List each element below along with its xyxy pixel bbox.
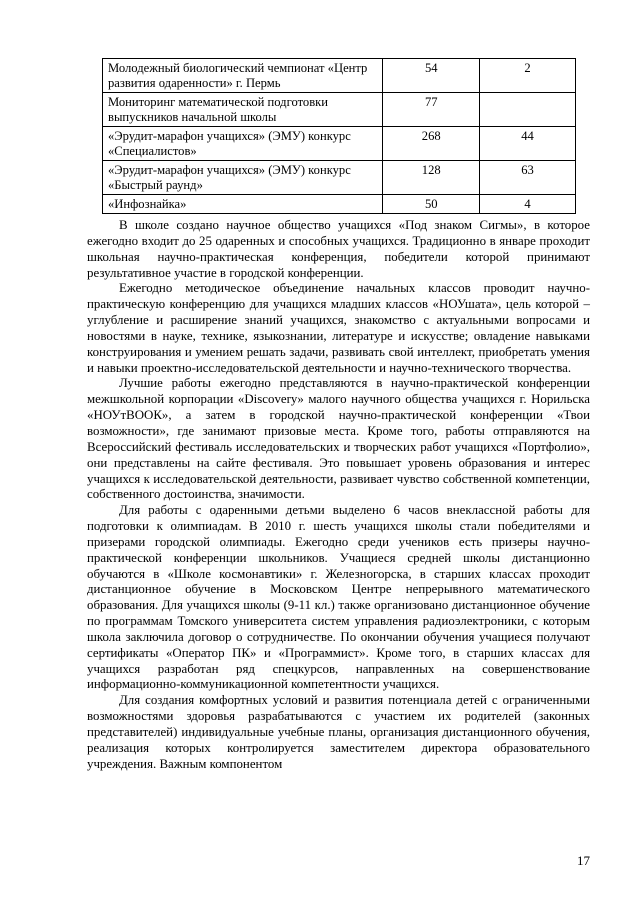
table-cell-name: Молодежный биологический чемпионат «Центр развития одаренности» г. Пермь xyxy=(103,59,383,93)
table-row xyxy=(103,59,576,93)
table-cell-name: «Инфознайка» xyxy=(103,195,383,214)
table-cell-value-2: 2 xyxy=(480,59,576,93)
table-cell-name: Мониторинг математической подготовки выпускников начальной школы xyxy=(103,93,383,127)
table-row xyxy=(103,93,576,127)
table-cell-value-1: 128 xyxy=(383,161,480,195)
paragraph: Для работы с одаренными детьми выделено 6 часов внеклассной работы для подготовки к олимпиадам. В 2010 г. шесть учащихся школы стали победителями и призерами городской олимпиады. Ежегодно среди учеников есть призеры научно-практической конференции школьников. Учащиеся средней школы дистанционно обучаются в «Школе космонавтики» г. Железногорска, в старших классах проходит дистанционное обучение в Московском Центре непрерывного математического образования. Для учащихся школы (9-11 кл.) также организовано дистанционное обучение по программам Томского университета систем управления радиоэлектроники, с которым школа заключила договор о сотрудничестве. По окончании обучения учащиеся получают сертификаты «Оператор ПК» и «Программист». Кроме того, в старших классах для учащихся разработан ряд спецкурсов, направленных на совершенствование информационно-коммуникационной компетентности учащихся. xyxy=(87,503,590,692)
paragraph: Лучшие работы ежегодно представляются в научно-практической конференции межшкольной корпорации «Discovery» малого научного общества учащихся г. Норильска «НОУтВООК», а затем в городской научно-практической конференции «Твои возможности», где занимают призовые места. Кроме того, работы отправляются на Всероссийский фестиваль исследовательских и творческих работ учащихся «Портфолио», они представлены на сайте фестиваля. Это повышает уровень образования и интерес учащихся к исследовательской деятельности, развивает чувство собственной компетенции, собственного достоинства, значимости. xyxy=(87,376,590,502)
results-table xyxy=(102,58,576,214)
table-cell-value-1: 54 xyxy=(383,59,480,93)
table-cell-value-2: 44 xyxy=(480,127,576,161)
paragraph: Ежегодно методическое объединение начальных классов проводит научно-практическую конференцию для учащихся младших классов «НОУшата», цель которой – углубление и расширение знаний учащихся, знакомство с актуальными вопросами и новостями в науке, технике, языкознании, литературе и искусстве; овладение навыками конструирования и умением решать задачи, развивать свой интеллект, приобретать умения и навыки проектно-исследовательской деятельности и научно-технического творчества. xyxy=(87,281,590,375)
body-text xyxy=(87,218,590,773)
paragraph: В школе создано научное общество учащихся «Под знаком Сигмы», в которое ежегодно входит до 25 одаренных и способных учащихся. Традиционно в январе проходит школьная научно-практическая конференция, победители которой принимают результативное участие в городской конференции. xyxy=(87,218,590,280)
table-row xyxy=(103,161,576,195)
table-cell-name: «Эрудит-марафон учащихся» (ЭМУ) конкурс «Быстрый раунд» xyxy=(103,161,383,195)
table-cell-value-1: 50 xyxy=(383,195,480,214)
paragraph: Для создания комфортных условий и развития потенциала детей с ограниченными возможностями здоровья разрабатываются с участием их родителей (законных представителей) индивидуальные учебные планы, организация дистанционного обучения, реализация которых контролируется заместителем директора образовательного учреждения. Важным компонентом xyxy=(87,693,590,771)
table-cell-value-2 xyxy=(480,93,576,127)
table-cell-value-2: 63 xyxy=(480,161,576,195)
table-cell-name: «Эрудит-марафон учащихся» (ЭМУ) конкурс «Специалистов» xyxy=(103,127,383,161)
table-cell-value-1: 77 xyxy=(383,93,480,127)
page-number: 17 xyxy=(577,853,590,868)
table-row xyxy=(103,195,576,214)
table-cell-value-1: 268 xyxy=(383,127,480,161)
table-cell-value-2: 4 xyxy=(480,195,576,214)
table-row xyxy=(103,127,576,161)
